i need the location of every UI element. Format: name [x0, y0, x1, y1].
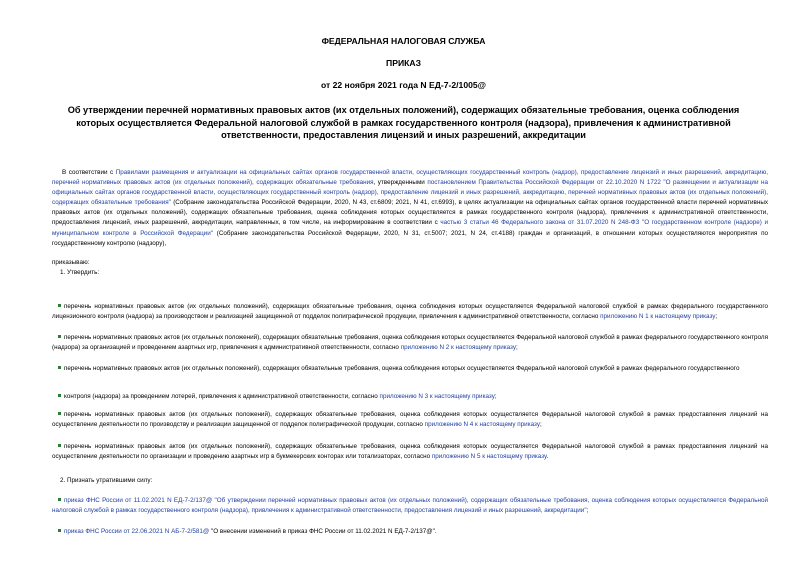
link-appendix-1[interactable]: приложению N 1 к настоящему приказу — [600, 313, 716, 321]
link-law-248[interactable]: частью 3 статьи 46 Федерального закона от 31.07.2020 N 248-ФЗ "О государственном контроле (надзоре) и муниципальном контроле в Российской Федерации" — [52, 219, 768, 237]
agency-name: ФЕДЕРАЛЬНАЯ НАЛОГОВАЯ СЛУЖБА — [321, 36, 486, 46]
intro-paragraph — [52, 168, 768, 249]
intro-text-3: (Собрание законодательства Российской Федерации, 2020, N 43, ст.6809; 2021, N 41, ст.6993), в целях актуализации на официальных сайтах органов государственной власти перечней нормативных правовых актов (их отдельных положений), содержащих обязательные требования, оценка соблюдения которых осуществляется в рамках государственного контроля (надзора), привлечения к административной ответственности, предоставления лицензий, иных разрешений, аккредитации, направленных, в том числе, на информирование в соответствии с — [52, 199, 768, 227]
bullet-icon — [58, 394, 61, 397]
link-appendix-2[interactable]: приложению N 2 к настоящему приказу — [400, 344, 517, 352]
link-order-137[interactable]: приказ ФНС России от 11.02.2021 N ЕД-7-2/137@ "Об утверждении перечней нормативных правовых актов (их отдельных положений), содержащих обязательные требования, оценка соблюдения которых осуществляется Федеральной налоговой службой в рамках государственного контроля (надзора), привлечения к административной ответственности, предоставления лицензий и иных разрешений, аккредитации" — [52, 497, 768, 515]
intro-text-1: В соответствии с — [62, 169, 116, 176]
item-2-heading: 2. Признать утратившими силу: — [60, 477, 153, 484]
prikazyvayu-text: приказываю: — [52, 259, 90, 266]
list-item: перечень нормативных правовых актов (их отдельных положений), содержащих обязательные требования, оценка соблюдения которых осуществляется Федеральной налоговой службой в рамках предоставления лицензий на осуществление деятельности по производству и реализации защищенной от подделок полиграфической продукции, согласно приложению N 4 к настоящему приказу; — [52, 411, 768, 429]
link-appendix-3[interactable]: приложению N 3 к настоящему приказу — [379, 393, 495, 400]
list-item: контроля (надзора) за проведением лотерей, привлечения к административной ответственности, согласно приложению N 3 к настоящему приказу; — [52, 392, 768, 402]
list-item: перечень нормативных правовых актов (их отдельных положений), содержащих обязательные требования, оценка соблюдения которых осуществляется Федеральной налоговой службой в рамках федерального государственного лицензионного контроля (надзора) за производством и реализацией защищенной от подделок полиграфической продукции, привлечения к административной ответственности, согласно приложению N 1 к настоящему приказу; — [52, 303, 768, 321]
list-item: перечень нормативных правовых актов (их отдельных положений), содержащих обязательные требования, оценка соблюдения которых осуществляется Федеральной налоговой службой в рамках федерального государственного контроля (надзора) за организацией и проведением азартных игр, привлечения к административной ответственности, согласно приложению N 2 к настоящему приказу; — [52, 334, 768, 352]
bullet-icon — [58, 444, 61, 447]
list-item: приказ ФНС России от 11.02.2021 N ЕД-7-2/137@ "Об утверждении перечней нормативных правовых актов (их отдельных положений), содержащих обязательные требования, оценка соблюдения которых осуществляется Федеральной налоговой службой в рамках государственного контроля (надзора), привлечения к административной ответственности, предоставления лицензий и иных разрешений, аккредитации"; — [52, 497, 768, 515]
bullet-icon — [58, 529, 61, 532]
doc-title: Об утверждении перечней нормативных правовых актов (их отдельных положений), содержащих обязательные требования, оценка соблюдения которых осуществляется Федеральной налоговой службой в рамках государственного контроля (надзора), привлечения к административной ответственности, предоставления лицензий и иных разрешений, аккредитации — [67, 105, 740, 140]
bullet-icon — [58, 335, 61, 338]
intro-text-2: , утвержденными — [373, 179, 428, 187]
doc-type: ПРИКАЗ — [386, 58, 421, 68]
bullet-icon — [58, 304, 61, 307]
item-1-heading: 1. Утвердить: — [60, 269, 100, 276]
link-order-581[interactable]: приказ ФНС России от 22.06.2021 N АБ-7-2/581@ — [64, 528, 210, 535]
doc-date-number: от 22 ноября 2021 года N ЕД-7-2/1005@ — [320, 80, 487, 90]
bullet-icon — [58, 498, 61, 501]
list-item: приказ ФНС России от 22.06.2021 N АБ-7-2/581@ "О внесении изменений в приказ ФНС России от 11.02.2021 N ЕД-7-2/137@". — [52, 527, 768, 537]
link-rules[interactable]: Правилами размещения и актуализации на официальных сайтах органов государственной власти, осуществляющих государственный контроль (надзор), предоставление лицензий и иных разрешений, аккредитацию, перечней нормативных правовых актов (их отдельных положений), содержащих обязательные требования — [52, 169, 769, 187]
list-item: перечень нормативных правовых актов (их отдельных положений), содержащих обязательные требования, оценка соблюдения которых осуществляется Федеральной налоговой службой в рамках федерального государственного — [52, 364, 768, 374]
link-appendix-4[interactable]: приложению N 4 к настоящему приказу — [424, 421, 540, 429]
bullet-icon — [58, 366, 61, 369]
list-item: перечень нормативных правовых актов (их отдельных положений), содержащих обязательные требования, оценка соблюдения которых осуществляется Федеральной налоговой службой в рамках предоставления лицензий на осуществление деятельности по организации и проведению азартных игр в букмекерских конторах или тотализаторах, согласно приложению N 5 к настоящему приказу. — [52, 443, 768, 461]
intro-text-4: (Собрание законодательства Российской Федерации, 2020, N 31, ст.5007; 2021, N 24, ст.4188) граждан и организаций, в отношении которых осуществляются мероприятия по государственному контролю (надзору), — [52, 229, 769, 247]
bullet-icon — [58, 412, 61, 415]
link-appendix-5[interactable]: приложению N 5 к настоящему приказу — [431, 453, 547, 461]
link-decree-1722[interactable]: постановлением Правительства Российской Федерации от 22.10.2020 N 1722 "О размещении и актуализации на официальных сайтах органов государственной власти, осуществляющих государственный контроль (надзор), предоставление лицензий и иных разрешений, аккредитацию, перечней нормативных правовых актов (их отдельных положений), содержащих обязательные требования" — [52, 179, 768, 207]
